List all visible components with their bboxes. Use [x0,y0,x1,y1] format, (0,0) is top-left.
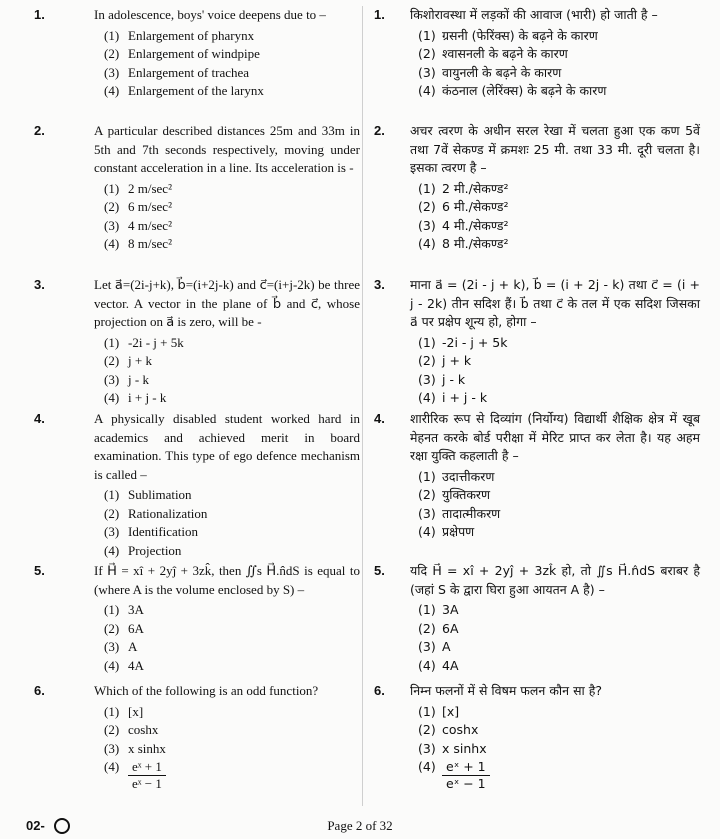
option-number: (4) [418,657,436,673]
fraction-denominator: eˣ − 1 [446,776,486,791]
option-text: 6A [128,620,144,636]
option-text: coshx [128,722,159,737]
option-4 [104,82,360,101]
option-number: (4) [418,759,436,774]
option-list [418,703,700,793]
fraction-numerator: eˣ + 1 [442,759,490,776]
question-1-english [34,6,360,101]
option-number: (2) [104,46,120,61]
option-3 [104,371,360,390]
option-4 [418,389,700,408]
option-text: A [442,639,451,654]
option-1 [418,601,700,620]
option-text: [x] [128,703,144,719]
option-1 [418,468,700,487]
option-text: 4 मी./सेकण्ड² [442,217,509,233]
option-4 [418,523,700,542]
option-text: j - k [442,371,466,387]
option-3 [418,505,700,524]
question-number: 4. [34,411,45,426]
question-number: 6. [374,683,385,698]
option-list [104,180,360,254]
fraction [128,759,166,792]
option-4 [418,657,700,676]
question-2-english [34,122,360,254]
question-3-hindi [374,276,700,408]
option-list [104,601,360,675]
question-stem: A physically disabled student worked hard in academics and achieved merit in board examination. This type of ego defence mechanism is called – [94,411,360,482]
option-text: 2 m/sec² [128,180,172,196]
option-text: युक्तिकरण [442,487,491,502]
option-4 [104,542,360,561]
option-1 [104,703,360,722]
question-number: 3. [34,277,45,292]
option-text: Identification [128,524,199,539]
question-number: 1. [374,7,385,22]
option-1 [104,601,360,620]
question-2-hindi [374,122,700,254]
column-divider [362,6,363,806]
option-number: (1) [104,703,120,719]
option-number: (1) [418,602,436,617]
option-text: 6 मी./सेकण्ड² [442,199,509,214]
option-list [104,27,360,101]
option-text: 3A [128,602,144,617]
option-2 [104,45,360,64]
option-text: Rationalization [128,505,208,521]
option-number: (2) [104,722,120,737]
option-2 [418,198,700,217]
page-footer [0,818,720,838]
option-2 [418,486,700,505]
option-number: (1) [104,180,120,196]
option-number: (1) [418,27,436,43]
option-list [418,334,700,408]
option-text: Projection [128,542,182,558]
question-number: 2. [374,123,385,138]
option-number: (4) [418,524,436,539]
option-number: (3) [418,64,436,80]
option-3 [418,64,700,83]
question-stem: A particular described distances 25m and 33m in 5th and 7th seconds respectively, moving under constant acceleration in a line. Its acceleration is - [94,123,360,175]
option-text: वायुनली के बढ़ने के कारण [442,64,562,80]
option-text: Enlargement of trachea [128,64,250,80]
option-3 [104,64,360,83]
option-1 [104,180,360,199]
option-text: [x] [442,703,460,719]
option-4 [418,82,700,101]
option-text: 6A [442,620,459,636]
question-4-english [34,410,360,560]
option-list [418,27,700,101]
option-text: i + j - k [442,390,488,405]
option-number: (3) [418,371,436,387]
option-number: (2) [418,199,436,214]
option-number: (4) [418,390,436,405]
question-stem: In adolescence, boys' voice deepens due to – [94,7,326,22]
option-number: (3) [104,639,120,654]
option-list [104,334,360,408]
option-2 [104,721,360,740]
option-text: 3A [442,602,459,617]
question-1-hindi [374,6,700,101]
option-number: (4) [104,236,120,251]
option-4 [418,758,700,792]
option-3 [104,523,360,542]
option-text: उदात्तीकरण [442,468,495,484]
option-number: (3) [418,740,436,756]
option-4 [104,389,360,408]
page-number: Page 2 of 32 [327,818,393,833]
question-stem: किशोरावस्था में लड़कों की आवाज (भारी) हो जाती है – [410,7,658,22]
option-number: (3) [104,64,120,80]
option-2 [104,198,360,217]
option-text: x sinhx [128,740,166,756]
option-text: 6 m/sec² [128,199,172,214]
question-number: 1. [34,7,45,22]
option-number: (2) [104,199,120,214]
option-text: 8 मी./सेकण्ड² [442,236,509,251]
question-stem: Let a⃗=(2i-j+k), b⃗=(i+2j-k) and c⃗=(i+j-2k) be three vector. A vector in the plane of b⃗ and c⃗, whose projection on a⃗ is zero, will be - [94,277,360,329]
option-list [418,180,700,254]
option-text: ग्रसनी (फेरिंक्स) के बढ़ने के कारण [442,27,598,43]
option-3 [104,638,360,657]
option-2 [104,505,360,524]
option-number: (2) [104,353,120,368]
option-text: तादात्मीकरण [442,505,501,521]
question-number: 2. [34,123,45,138]
option-3 [418,217,700,236]
option-text: x sinhx [442,740,487,756]
option-number: (4) [104,390,120,405]
option-list [104,486,360,560]
fraction [442,759,490,792]
option-text: 2 मी./सेकण्ड² [442,180,509,196]
question-stem: Which of the following is an odd function? [94,683,319,698]
option-text: 4 m/sec² [128,217,172,233]
fraction-numerator: eˣ + 1 [128,759,166,776]
option-text: i + j - k [128,390,167,405]
option-4 [104,758,360,792]
option-number: (4) [104,83,120,98]
option-1 [418,180,700,199]
option-2 [104,352,360,371]
option-text: j + k [442,353,472,368]
question-5-hindi [374,562,700,675]
question-stem: शारीरिक रूप से दिव्यांग (निर्योग्य) विद्यार्थी शैक्षिक क्षेत्र में खूब मेहनत करके बोर्ड परीक्षा में मेरिट प्राप्त कर लेता है। यह अहम रक्षा युक्ति कहलाती है – [410,411,700,463]
question-stem: निम्न फलनों में से विषम फलन कौन सा है? [410,683,602,698]
option-number: (2) [418,46,436,61]
option-text: Sublimation [128,487,192,502]
question-4-hindi [374,410,700,542]
option-1 [418,27,700,46]
option-2 [418,721,700,740]
option-text: -2i - j + 5k [442,334,508,350]
question-number: 3. [374,277,385,292]
question-number: 5. [374,563,385,578]
option-number: (3) [418,217,436,233]
option-list [418,601,700,675]
option-number: (4) [104,657,120,673]
option-text: श्वासनली के बढ़ने के कारण [442,46,568,61]
option-number: (3) [418,639,436,654]
option-1 [104,334,360,353]
option-3 [104,217,360,236]
question-5-english [34,562,360,675]
option-text: प्रक्षेपण [442,524,475,539]
option-number: (2) [418,722,436,737]
option-list [418,468,700,542]
option-text: 8 m/sec² [128,236,172,251]
option-number: (1) [104,334,120,350]
question-number: 4. [374,411,385,426]
option-2 [104,620,360,639]
option-text: 4A [128,657,144,673]
option-3 [104,740,360,759]
option-3 [418,638,700,657]
option-1 [104,27,360,46]
option-number: (1) [418,334,436,350]
option-4 [418,235,700,254]
question-3-english [34,276,360,408]
option-text: A [128,639,138,654]
option-number: (2) [104,620,120,636]
option-number: (3) [104,740,120,756]
option-number: (2) [418,487,436,502]
question-stem: यदि H⃗ = xî + 2yĵ + 3zk̂ हो, तो ∬s H⃗.n̂dS बराबर है (जहां S के द्वारा घिरा हुआ आयतन A है) – [410,563,700,597]
question-6-hindi [374,682,700,792]
option-number: (3) [418,505,436,521]
question-number: 6. [34,683,45,698]
question-number: 5. [34,563,45,578]
option-1 [418,703,700,722]
option-number: (2) [104,505,120,521]
option-2 [418,45,700,64]
option-4 [104,235,360,254]
fraction-denominator: eˣ − 1 [132,776,162,791]
option-3 [418,740,700,759]
option-number: (1) [104,602,120,617]
option-3 [418,371,700,390]
option-number: (1) [104,27,120,43]
option-2 [418,620,700,639]
option-text: Enlargement of pharynx [128,27,255,43]
option-text: j - k [128,371,149,387]
option-number: (4) [418,83,436,98]
option-list [104,703,360,793]
option-4 [104,657,360,676]
option-text: coshx [442,722,479,737]
option-number: (3) [104,371,120,387]
question-stem: If H⃗ = xî + 2yĵ + 3zk̂, then ∬s H⃗.n̂dS is equal to (where A is the volume enclosed by S) – [94,563,360,597]
question-6-english [34,682,360,792]
option-number: (1) [418,180,436,196]
option-number: (1) [418,703,436,719]
option-1 [104,486,360,505]
option-text: -2i - j + 5k [128,334,184,350]
option-number: (2) [418,353,436,368]
question-stem: अचर त्वरण के अधीन सरल रेखा में चलता हुआ एक कण 5वें तथा 7वें सेकण्ड में क्रमशः 25 मी. तथा 33 मी. दूरी चलता है। इसका त्वरण है – [410,123,700,175]
option-number: (2) [418,620,436,636]
option-text: 4A [442,657,459,673]
option-number: (4) [104,759,120,774]
question-stem: माना a⃗ = (2i - j + k), b⃗ = (i + 2j - k) तथा c⃗ = (i + j - 2k) तीन सदिश हैं। b⃗ तथा c⃗ के तल में एक सदिश जिसका a⃗ पर प्रक्षेप शून्य हो, होगा – [410,277,700,329]
option-number: (3) [104,217,120,233]
booklet-code: 02- [26,818,45,833]
option-number: (1) [104,487,120,502]
option-number: (4) [104,542,120,558]
option-1 [418,334,700,353]
option-2 [418,352,700,371]
option-text: Enlargement of windpipe [128,46,260,61]
option-number: (4) [418,236,436,251]
option-text: j + k [128,353,152,368]
option-number: (3) [104,524,120,539]
option-number: (1) [418,468,436,484]
option-text: कंठनाल (लेरिंक्स) के बढ़ने के कारण [442,83,607,98]
option-text: Enlargement of the larynx [128,83,264,98]
